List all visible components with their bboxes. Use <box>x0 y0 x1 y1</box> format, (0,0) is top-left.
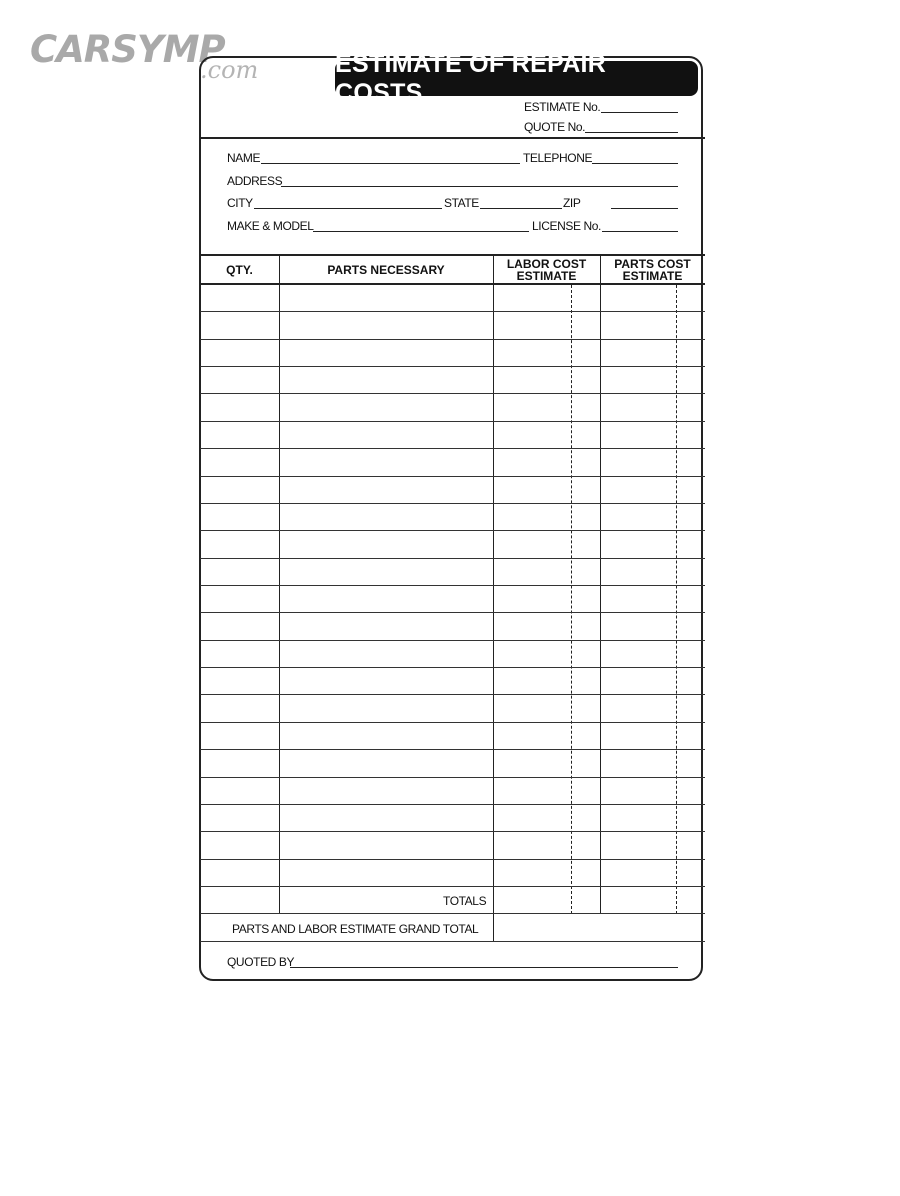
col-parts-cost-header <box>600 258 705 282</box>
table-row[interactable] <box>200 448 705 449</box>
table-row[interactable] <box>200 722 705 723</box>
address-label: ADDRESS <box>227 174 283 188</box>
table-row[interactable] <box>200 667 705 668</box>
col-parts-cost-header-line2: ESTIMATE <box>622 269 683 283</box>
col-parts-header: PARTS NECESSARY <box>327 263 445 277</box>
table-row[interactable] <box>200 421 705 422</box>
table-row[interactable] <box>200 476 705 477</box>
table-row[interactable] <box>200 503 705 504</box>
table-row[interactable] <box>200 366 705 367</box>
table-row[interactable] <box>200 311 705 312</box>
table-row[interactable] <box>200 640 705 641</box>
estimate-form <box>199 56 703 981</box>
table-row[interactable] <box>200 804 705 805</box>
quote-no-field[interactable] <box>585 132 678 133</box>
license-field[interactable] <box>602 231 678 232</box>
grand-total-divider <box>200 941 705 942</box>
city-field[interactable] <box>254 208 442 209</box>
table-row[interactable] <box>200 694 705 695</box>
divider <box>200 137 705 139</box>
header-divider <box>200 283 705 285</box>
form-title: ESTIMATE OF REPAIR COSTS <box>335 61 698 96</box>
labor-cents-divider <box>571 285 572 914</box>
table-row[interactable] <box>200 886 705 887</box>
divider <box>200 254 705 256</box>
make-model-label: MAKE & MODEL <box>227 219 314 233</box>
col-qty-header: QTY. <box>226 263 253 277</box>
table-row[interactable] <box>200 530 705 531</box>
table-row[interactable] <box>200 585 705 586</box>
table-row[interactable] <box>200 859 705 860</box>
name-label: NAME <box>227 151 261 165</box>
city-label: CITY <box>227 196 253 210</box>
table-row[interactable] <box>200 558 705 559</box>
quoted-by-field[interactable] <box>290 967 678 968</box>
logo <box>30 28 259 84</box>
col-labor-header <box>493 258 600 282</box>
state-field[interactable] <box>480 208 562 209</box>
zip-label: ZIP <box>563 196 581 210</box>
quote-no-label: QUOTE No. <box>524 120 586 134</box>
estimate-no-field[interactable] <box>601 112 678 113</box>
logo-brand: CARSYMP <box>30 28 225 71</box>
table-row[interactable] <box>200 393 705 394</box>
col-labor-header-line1: LABOR COST <box>506 257 587 271</box>
telephone-label: TELEPHONE <box>523 151 593 165</box>
name-field[interactable] <box>261 163 520 164</box>
make-model-field[interactable] <box>313 231 529 232</box>
col-parts-cost-header-line1: PARTS COST <box>614 257 691 271</box>
table-row[interactable] <box>200 749 705 750</box>
parts-cents-divider <box>676 285 677 914</box>
logo-suffix: .com <box>200 56 259 84</box>
zip-field[interactable] <box>611 208 678 209</box>
totals-label: TOTALS <box>443 894 487 908</box>
table-row[interactable] <box>200 777 705 778</box>
quoted-by-label: QUOTED BY <box>227 955 295 969</box>
table-row[interactable] <box>200 831 705 832</box>
license-label: LICENSE No. <box>532 219 601 233</box>
totals-divider <box>200 913 705 914</box>
estimate-no-label: ESTIMATE No. <box>524 100 601 114</box>
table-row[interactable] <box>200 612 705 613</box>
address-field[interactable] <box>281 186 678 187</box>
state-label: STATE <box>444 196 479 210</box>
table-row[interactable] <box>200 339 705 340</box>
col-divider-parts <box>493 255 494 942</box>
grand-total-label: PARTS AND LABOR ESTIMATE GRAND TOTAL <box>232 922 479 936</box>
telephone-field[interactable] <box>592 163 678 164</box>
col-labor-header-line2: ESTIMATE <box>516 269 577 283</box>
